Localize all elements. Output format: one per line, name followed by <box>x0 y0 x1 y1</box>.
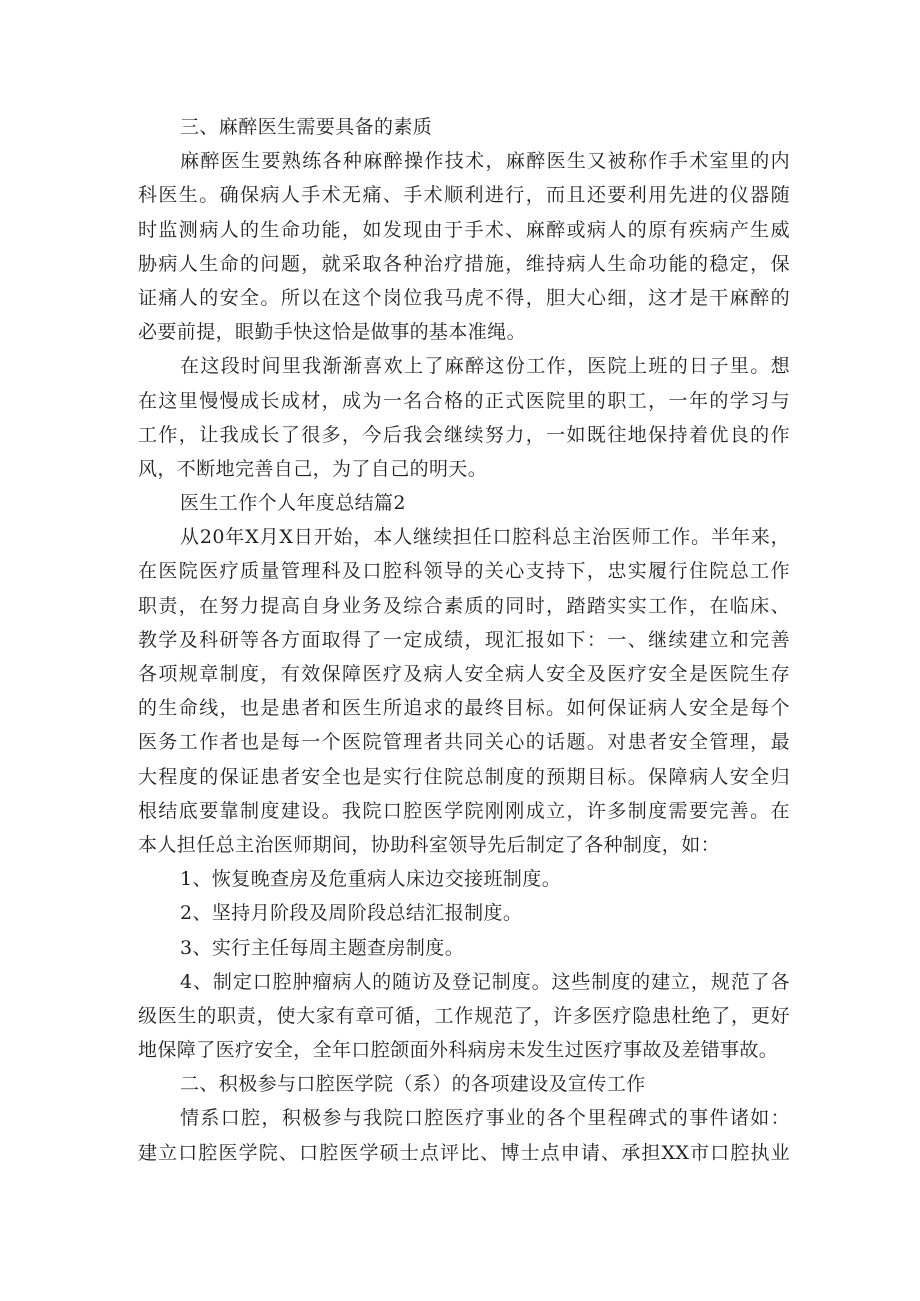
paragraph-line: 必要前提，眼勤手快这恰是做事的基本准绳。 <box>138 321 527 344</box>
paragraph-line: 情系口腔，积极参与我院口腔医疗事业的各个里程碑式的事件诸如： <box>180 1107 790 1130</box>
paragraph-line: 在这段时间里我渐渐喜欢上了麻醉这份工作，医院上班的日子里。想 <box>180 355 790 378</box>
paragraph-line: 医务工作者也是每一个医院管理者共同关心的话题。对患者安全管理，最 <box>138 731 790 754</box>
section-heading: 二、积极参与口腔医学院（系）的各项建设及宣传工作 <box>180 1073 646 1096</box>
paragraph-line: 从20年X月X日开始，本人继续担任口腔科总主治医师工作。半年来， <box>180 526 790 549</box>
list-item: 2、坚持月阶段及周阶段总结汇报制度。 <box>180 902 523 925</box>
paragraph-line: 建立口腔医学院、口腔医学硕士点评比、博士点申请、承担XX市口腔执业 <box>138 1141 790 1164</box>
paragraph-line: 科医生。确保病人手术无痛、手术顺利进行，而且还要利用先进的仪器随 <box>138 184 790 207</box>
paragraph-line: 本人担任总主治医师期间，协助科室领导先后制定了各种制度，如： <box>138 833 721 856</box>
paragraph-line: 根结底要靠制度建设。我院口腔医学院刚刚成立，许多制度需要完善。在 <box>138 799 790 822</box>
paragraph-line: 在医院医疗质量管理科及口腔科领导的关心支持下，忠实履行住院总工作 <box>138 560 790 583</box>
paragraph-line: 证痛人的安全。所以在这个岗位我马虎不得，胆大心细，这才是干麻醉的 <box>138 286 790 309</box>
paragraph-line: 时监测病人的生命功能，如发现由于手术、麻醉或病人的原有疾病产生威 <box>138 218 790 241</box>
list-item: 4、制定口腔肿瘤病人的随访及登记制度。这些制度的建立，规范了各 <box>180 970 790 993</box>
list-item: 1、恢复晚查房及危重病人床边交接班制度。 <box>180 868 562 891</box>
paragraph-line: 麻醉医生要熟练各种麻醉操作技术，麻醉医生又被称作手术室里的内 <box>180 150 790 173</box>
section-heading: 三、麻醉医生需要具备的素质 <box>180 116 433 138</box>
paragraph-line: 工作，让我成长了很多，今后我会继续努力，一如既往地保持着优良的作 <box>138 423 790 446</box>
paragraph-line: 在这里慢慢成长成材，成为一名合格的正式医院里的职工，一年的学习与 <box>138 389 790 412</box>
paragraph-line: 风，不断地完善自己，为了自己的明天。 <box>138 457 488 480</box>
section-title: 医生工作个人年度总结篇2 <box>180 492 406 515</box>
paragraph-line: 地保障了医疗安全，全年口腔颌面外科病房未发生过医疗事故及差错事故。 <box>138 1039 779 1062</box>
paragraph-line: 大程度的保证患者安全也是实行住院总制度的预期目标。保障病人安全归 <box>138 765 790 788</box>
paragraph-line: 胁病人生命的问题，就采取各种治疗措施，维持病人生命功能的稳定，保 <box>138 252 790 275</box>
document-body <box>138 110 790 1170</box>
list-item: 3、实行主任每周主题查房制度。 <box>180 936 465 959</box>
paragraph-line: 的生命线，也是患者和医生所追求的最终目标。如何保证病人安全是每个 <box>138 697 790 720</box>
paragraph-line: 教学及科研等各方面取得了一定成绩，现汇报如下：一、继续建立和完善 <box>138 628 790 651</box>
paragraph-line: 级医生的职责，使大家有章可循，工作规范了，许多医疗隐患杜绝了，更好 <box>138 1004 790 1027</box>
paragraph-line: 各项规章制度，有效保障医疗及病人安全病人安全及医疗安全是医院生存 <box>138 663 790 685</box>
paragraph-line: 职责，在努力提高自身业务及综合素质的同时，踏踏实实工作，在临床、 <box>138 594 790 617</box>
